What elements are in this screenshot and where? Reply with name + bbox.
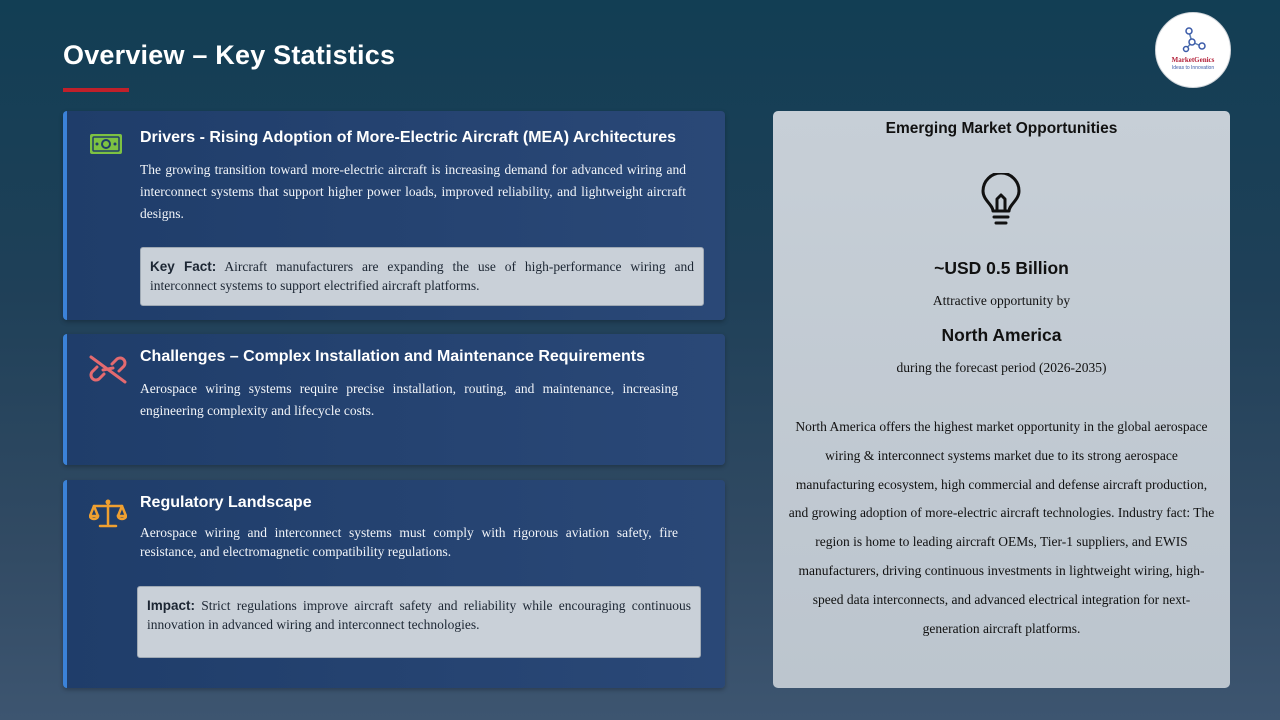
challenges-card bbox=[63, 334, 725, 465]
opportunity-description: North America offers the highest market opportunity in the global aerospace wiring & interconnect systems market due to its strong aerospace manufacturing ecosystem, high commercial and defense aircraft production, and growing adoption of more-electric aircraft technologies. Industry fact: The region is home to leading aircraft OEMs, Tier-1 suppliers, and EWIS manufacturers, driving continuous investments in lightweight wiring, high-speed data interconnects, and advanced electrical integration for next-generation aircraft platforms. bbox=[788, 419, 1215, 636]
page-title: Overview – Key Statistics bbox=[63, 40, 396, 70]
regulatory-title: Regulatory Landscape bbox=[140, 494, 312, 511]
drivers-title: Drivers - Rising Adoption of More-Electric Aircraft (MEA) Architectures bbox=[140, 129, 677, 146]
challenges-body: Aerospace wiring systems require precise installation, routing, and maintenance, increasing engineering complexity and lifecycle costs. bbox=[140, 381, 678, 418]
opportunity-panel bbox=[773, 111, 1230, 688]
regulatory-body: Aerospace wiring and interconnect systems must comply with rigorous aviation safety, fire resistance, and electromagnetic compatibility regulations. bbox=[140, 525, 678, 559]
opportunity-region: North America bbox=[941, 325, 1062, 345]
key-fact-box bbox=[140, 247, 704, 306]
logo-name: MarketGenics bbox=[1171, 56, 1215, 64]
impact-box bbox=[137, 586, 701, 658]
drivers-card bbox=[63, 111, 725, 320]
title-underline bbox=[63, 88, 129, 92]
key-fact-label: Key Fact: bbox=[150, 259, 217, 274]
lightbulb-icon bbox=[977, 173, 1025, 234]
key-fact-text: Aircraft manufacturers are expanding the use of high-performance wiring and interconnect systems to support electrified aircraft platforms. bbox=[150, 259, 694, 293]
balance-scale-icon bbox=[89, 498, 127, 535]
network-nodes-icon bbox=[1182, 27, 1206, 53]
regulatory-card bbox=[63, 480, 725, 688]
opportunity-value: ~USD 0.5 Billion bbox=[934, 258, 1069, 278]
company-logo bbox=[1155, 12, 1231, 88]
opportunity-subtitle: Attractive opportunity by bbox=[932, 293, 1071, 308]
impact-label: Impact: bbox=[147, 598, 196, 613]
logo-tagline: Ideas to Innovation bbox=[1171, 65, 1215, 71]
drivers-body: The growing transition toward more-electric aircraft is increasing demand for advanced wiring and interconnect systems that support higher power loads, improved reliability, and lightweight aircraft designs. bbox=[140, 162, 686, 221]
forecast-period: during the forecast period (2026-2035) bbox=[896, 360, 1107, 375]
money-bill-icon bbox=[89, 131, 123, 162]
impact-text: Strict regulations improve aircraft safety and reliability while encouraging continuous innovation in advanced wiring and interconnect technologies. bbox=[147, 598, 691, 632]
opportunity-title: Emerging Market Opportunities bbox=[885, 120, 1118, 137]
broken-link-icon bbox=[89, 354, 127, 389]
challenges-title: Challenges – Complex Installation and Maintenance Requirements bbox=[140, 348, 646, 365]
